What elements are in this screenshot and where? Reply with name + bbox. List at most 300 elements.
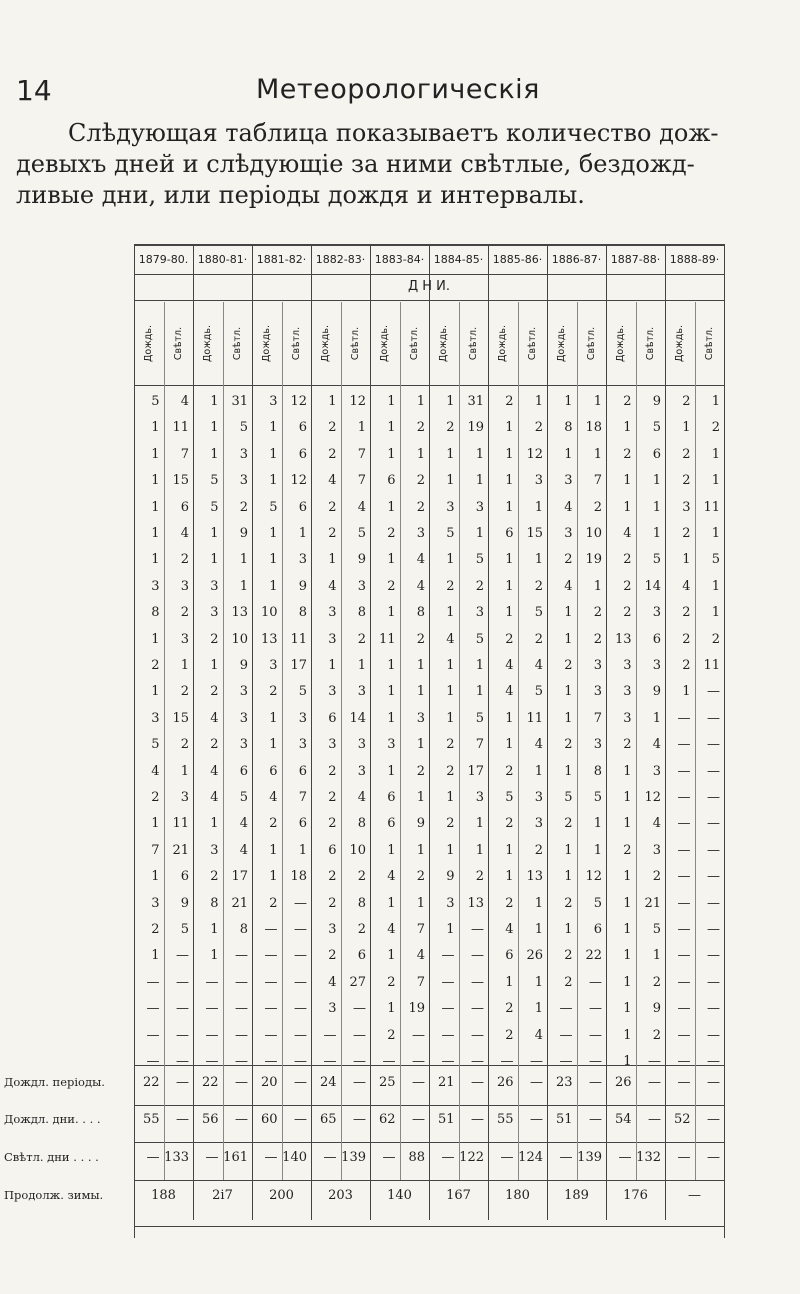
table-cell: 4 (387, 869, 396, 885)
table-cell: 1 (475, 842, 484, 858)
table-cell: — (707, 842, 720, 858)
table-cell: 1 (623, 763, 632, 779)
table-cell: 1 (269, 420, 278, 436)
table-cell: 1 (151, 420, 160, 436)
table-cell: 2 (416, 631, 425, 647)
table-cell: 18 (290, 869, 307, 885)
table-cell: — (294, 1054, 307, 1069)
table-cell: — (471, 1027, 484, 1043)
table-cell: — (677, 974, 691, 990)
table-cell: 13 (231, 605, 248, 621)
table-cell: 1 (387, 684, 396, 700)
table-cell: — (707, 1027, 720, 1043)
table-cell: 1 (269, 869, 278, 885)
table-cell: 15 (172, 473, 189, 489)
table-cell: 4 (534, 1027, 543, 1043)
table-cell: 1 (711, 446, 720, 462)
table-cell: 1 (505, 552, 514, 568)
table-cell: 3 (623, 658, 632, 673)
table-cell: 4 (328, 473, 337, 489)
light-column-header (341, 302, 371, 384)
column-header-text: Дождь. (261, 324, 273, 362)
summary-cell: — (235, 1075, 248, 1090)
table-cell: — (707, 737, 720, 753)
table-cell: 3 (298, 710, 307, 726)
table-cell: — (559, 1001, 573, 1017)
table-cell: 8 (593, 763, 602, 779)
table-cell: 3 (593, 658, 602, 673)
table-cell: 1 (151, 684, 160, 700)
table-cell: 1 (180, 763, 189, 779)
table-cell: 12 (290, 394, 307, 409)
table-cell: 3 (416, 526, 425, 541)
table-cell: 4 (210, 763, 219, 779)
column-header-text: Дождь. (379, 324, 391, 362)
table-cell: 1 (505, 974, 514, 990)
table-cell: 3 (475, 499, 484, 515)
table-cell: 1 (534, 922, 543, 937)
table-cell: 2 (446, 420, 455, 436)
summary-cell: — (530, 1112, 543, 1127)
table-cell: 12 (349, 394, 366, 409)
table-cell: 1 (416, 737, 425, 753)
table-cell: — (707, 816, 720, 832)
table-cell: 2 (357, 922, 366, 937)
table-cell: 31 (467, 394, 484, 409)
table-cell: 4 (534, 658, 543, 673)
column-header-text: Свѣтл. (231, 326, 243, 360)
table-cell: 1 (239, 552, 248, 568)
table-cell: 17 (231, 869, 248, 885)
table-cell: 2 (505, 1027, 514, 1043)
intro-line: ливые дни, или періоды дождя и интервалы. (16, 181, 585, 209)
table-cell: 11 (172, 816, 189, 832)
table-cell: 2 (328, 948, 337, 964)
table-cell: 1 (505, 473, 514, 489)
table-cell: 1 (151, 552, 160, 568)
table-cell: — (146, 974, 160, 990)
table-cell: — (382, 1054, 396, 1069)
table-cell: 2 (623, 737, 632, 753)
table-cell: 10 (260, 605, 278, 621)
table-cell: 6 (505, 948, 514, 964)
table-cell: 1 (475, 816, 484, 832)
table-cell: 5 (446, 526, 455, 541)
summary-cell: — (412, 1075, 425, 1090)
table-cell: 12 (526, 446, 543, 462)
rain-column-header (193, 302, 223, 384)
table-cell: 1 (505, 869, 514, 885)
column-header-text: Свѣтл. (290, 326, 302, 360)
column-header-text: Дождь. (497, 324, 509, 362)
table-cell: 1 (269, 473, 278, 489)
summary-cell: — (559, 1150, 573, 1165)
rain-column-header (606, 302, 636, 384)
table-cell: 1 (623, 869, 632, 885)
table-cell: 4 (210, 710, 219, 726)
table-cell: 1 (623, 1001, 632, 1017)
table-cell: 3 (593, 737, 602, 753)
table-cell: — (264, 1027, 278, 1043)
table-cell: 1 (711, 394, 720, 409)
table-cell: 3 (239, 446, 248, 462)
table-cell: 1 (357, 420, 366, 436)
light-column-header (223, 302, 253, 384)
table-cell: 10 (349, 842, 366, 858)
table-cell: 1 (711, 526, 720, 541)
table-cell: 4 (180, 526, 189, 541)
year-header: 1884-85· (433, 253, 484, 266)
table-cell: 2 (623, 842, 632, 858)
table-cell: — (441, 1001, 455, 1017)
table-cell: 14 (644, 578, 661, 594)
table-cell: 1 (210, 658, 219, 673)
summary-cell: — (707, 1075, 720, 1090)
table-cell: 2 (534, 578, 543, 594)
table-cell: 4 (180, 394, 189, 409)
table-cell: 1 (593, 842, 602, 858)
table-cell: 1 (564, 605, 573, 621)
table-cell: 3 (475, 790, 484, 805)
summary-cell: 22 (142, 1075, 160, 1090)
table-cell: 1 (623, 974, 632, 990)
table-cell: — (441, 1054, 455, 1069)
table-cell: 2 (623, 578, 632, 594)
table-cell: 1 (475, 526, 484, 541)
table-cell: 5 (475, 631, 484, 647)
summary-cell: — (589, 1075, 602, 1090)
table-cell: — (707, 922, 720, 937)
table-cell: 7 (357, 473, 366, 489)
table-cell: 4 (623, 526, 632, 541)
table-cell: 5 (210, 473, 219, 489)
summary-cell: 56 (201, 1112, 219, 1127)
column-header-text: Дождь. (202, 324, 214, 362)
table-cell: — (677, 1054, 691, 1069)
table-cell: — (471, 974, 484, 990)
table-cell: 19 (467, 420, 484, 436)
table-cell: 2 (269, 895, 278, 911)
table-cell: — (677, 869, 691, 885)
table-cell: 9 (298, 578, 307, 594)
table-cell: 2 (534, 420, 543, 436)
table-cell: 10 (231, 631, 248, 647)
table-cell: 1 (328, 552, 337, 568)
summary-cell: — (176, 1112, 189, 1127)
table-cell: 1 (534, 1001, 543, 1017)
table-cell: 1 (210, 394, 219, 409)
table-cell: 5 (151, 737, 160, 753)
table-cell: 12 (290, 473, 307, 489)
table-cell: 9 (652, 684, 661, 700)
table-cell: 2 (328, 446, 337, 462)
table-cell: — (677, 1001, 691, 1017)
table-cell: 1 (534, 394, 543, 409)
table-cell: 2 (475, 869, 484, 885)
table-cell: 1 (505, 842, 514, 858)
table-cell: 2 (682, 473, 691, 489)
table-cell: — (323, 1054, 337, 1069)
table-cell: 3 (210, 605, 219, 621)
table-cell: — (471, 1001, 484, 1017)
table-cell: 2 (180, 684, 189, 700)
table-cell: 1 (623, 816, 632, 832)
table-cell: — (412, 1054, 425, 1069)
table-cell: 4 (151, 763, 160, 779)
table-cell: 7 (416, 922, 425, 937)
table-cell: 9 (357, 552, 366, 568)
rain-column-header (665, 302, 695, 384)
table-cell: 2 (210, 684, 219, 700)
table-cell: 2 (416, 473, 425, 489)
table-year-divider (724, 244, 725, 1238)
table-cell: 1 (387, 552, 396, 568)
summary-cell: 26 (614, 1075, 632, 1090)
light-column-header (636, 302, 666, 384)
table-cell: 4 (446, 631, 455, 647)
table-cell: 1 (387, 394, 396, 409)
table-cell: 2 (505, 895, 514, 911)
table-cell: 4 (387, 922, 396, 937)
summary-cell: 140 (282, 1150, 307, 1165)
table-cell: 19 (585, 552, 602, 568)
summary-cell: — (353, 1075, 366, 1090)
table-cell: — (176, 974, 189, 990)
table-cell: 1 (239, 578, 248, 594)
table-cell: 17 (290, 658, 307, 673)
summary-cell: — (441, 1150, 455, 1165)
table-cell: 1 (623, 1054, 632, 1069)
table-cell: 9 (416, 816, 425, 832)
table-cell: 1 (652, 526, 661, 541)
table-cell: 1 (446, 684, 455, 700)
table-cell: — (235, 1027, 248, 1043)
table-cell: 8 (416, 605, 425, 621)
summary-cell: — (618, 1150, 632, 1165)
table-cell: — (500, 1054, 514, 1069)
table-cell: 1 (328, 658, 337, 673)
table-cell: — (677, 1027, 691, 1043)
table-cell: 5 (505, 790, 514, 805)
column-header-text: Дождь. (556, 324, 568, 362)
table-cell: 1 (564, 869, 573, 885)
table-cell: 1 (534, 974, 543, 990)
intro-line: девыхъ дней и слѣдующіе за ними свѣтлые, бездожд- (16, 150, 695, 178)
table-cell: 2 (505, 631, 514, 647)
table-cell: 13 (614, 631, 632, 647)
table-cell: 2 (269, 816, 278, 832)
table-cell: — (146, 1027, 160, 1043)
table-cell: 3 (151, 710, 160, 726)
table-cell: 14 (349, 710, 366, 726)
table-cell: 2 (652, 1027, 661, 1043)
duration-cell: 2і7 (212, 1188, 233, 1203)
table-cell: 6 (505, 526, 514, 541)
table-cell: 2 (328, 790, 337, 805)
table-cell: 2 (357, 631, 366, 647)
table-cell: 1 (711, 473, 720, 489)
table-cell: 5 (239, 420, 248, 436)
summary-cell: — (176, 1075, 189, 1090)
table-cell: 2 (180, 605, 189, 621)
table-cell: 4 (564, 499, 573, 515)
table-cell: 1 (210, 922, 219, 937)
table-cell: 3 (239, 473, 248, 489)
table-cell: 2 (564, 552, 573, 568)
table-cell: — (353, 1027, 366, 1043)
table-cell: 4 (357, 499, 366, 515)
year-header: 1879-80. (138, 253, 189, 266)
table-rule (134, 1226, 724, 1227)
table-cell: 3 (652, 605, 661, 621)
table-cell: 2 (711, 631, 720, 647)
summary-cell: — (530, 1075, 543, 1090)
table-cell: — (677, 737, 691, 753)
table-cell: 2 (328, 869, 337, 885)
table-cell: 10 (585, 526, 602, 541)
table-cell: 11 (378, 631, 396, 647)
table-cell: 1 (269, 578, 278, 594)
table-cell: — (235, 948, 248, 964)
table-cell: 1 (534, 499, 543, 515)
table-cell: 2 (210, 869, 219, 885)
table-cell: 2 (210, 737, 219, 753)
column-header-text: Свѣтл. (526, 326, 538, 360)
table-cell: 5 (534, 684, 543, 700)
table-cell: 5 (298, 684, 307, 700)
table-cell: 1 (269, 737, 278, 753)
table-cell: — (471, 1054, 484, 1069)
group-header: Д Н И. (407, 279, 451, 294)
table-cell: 1 (505, 578, 514, 594)
table-cell: 18 (585, 420, 602, 436)
table-cell: 1 (564, 763, 573, 779)
table-cell: 5 (269, 499, 278, 515)
table-cell: 1 (446, 394, 455, 409)
table-cell: — (677, 790, 691, 805)
table-cell: 2 (593, 605, 602, 621)
table-cell: 2 (623, 394, 632, 409)
table-cell: 6 (269, 763, 278, 779)
table-cell: 3 (328, 737, 337, 753)
column-header-text: Дождь. (438, 324, 450, 362)
table-cell: — (707, 895, 720, 911)
table-cell: 3 (269, 658, 278, 673)
table-cell: 1 (446, 842, 455, 858)
table-cell: 1 (387, 420, 396, 436)
table-cell: 11 (526, 710, 543, 726)
table-cell: 1 (416, 446, 425, 462)
table-cell: — (707, 974, 720, 990)
table-cell: 3 (534, 790, 543, 805)
table-cell: 1 (446, 710, 455, 726)
summary-cell: — (648, 1112, 661, 1127)
column-header-text: Свѣтл. (172, 326, 184, 360)
table-cell: 2 (357, 869, 366, 885)
table-cell: 3 (298, 552, 307, 568)
table-cell: 3 (328, 922, 337, 937)
table-cell: 1 (387, 710, 396, 726)
summary-cell: 55 (496, 1112, 514, 1127)
table-cell: 1 (652, 499, 661, 515)
table-cell: 1 (534, 895, 543, 911)
table-cell: 1 (269, 446, 278, 462)
table-cell: — (677, 842, 691, 858)
table-cell: 3 (239, 710, 248, 726)
table-cell: 4 (210, 790, 219, 805)
table-cell: 2 (505, 763, 514, 779)
summary-cell: 139 (341, 1150, 366, 1165)
table-cell: 2 (416, 420, 425, 436)
table-cell: 5 (564, 790, 573, 805)
table-cell: — (235, 1001, 248, 1017)
table-cell: — (264, 948, 278, 964)
table-cell: 2 (564, 948, 573, 964)
table-cell: 2 (387, 578, 396, 594)
table-cell: 3 (357, 578, 366, 594)
table-cell: 2 (534, 842, 543, 858)
table-cell: 5 (180, 922, 189, 937)
table-cell: — (294, 895, 307, 911)
table-cell: 1 (387, 895, 396, 911)
table-cell: 4 (357, 790, 366, 805)
table-cell: — (205, 974, 219, 990)
table-cell: 3 (652, 658, 661, 673)
table-cell: 9 (652, 394, 661, 409)
table-cell: 2 (564, 974, 573, 990)
table-cell: — (235, 1054, 248, 1069)
rain-column-header (252, 302, 282, 384)
table-cell: 1 (475, 658, 484, 673)
table-cell: 1 (298, 842, 307, 858)
table-cell: 2 (682, 631, 691, 647)
table-cell: 1 (446, 552, 455, 568)
summary-cell: 20 (260, 1075, 278, 1090)
table-cell: 5 (593, 895, 602, 911)
summary-cell: 55 (142, 1112, 160, 1127)
table-cell: 7 (180, 446, 189, 462)
duration-cell: 176 (623, 1188, 648, 1203)
rain-column-header (370, 302, 400, 384)
page-number: 14 (16, 74, 52, 107)
table-cell: 4 (416, 948, 425, 964)
table-cell: 4 (416, 552, 425, 568)
table-cell: — (648, 1054, 661, 1069)
table-cell: 2 (446, 578, 455, 594)
summary-cell: — (471, 1075, 484, 1090)
summary-cell: 88 (408, 1150, 425, 1165)
table-cell: 11 (290, 631, 307, 647)
table-cell: 6 (239, 763, 248, 779)
table-cell: 1 (623, 1027, 632, 1043)
table-cell: 2 (564, 737, 573, 753)
light-column-header (459, 302, 489, 384)
table-cell: 1 (652, 948, 661, 964)
table-cell: 11 (703, 658, 720, 673)
summary-cell: 122 (459, 1150, 484, 1165)
table-cell: 1 (505, 737, 514, 753)
table-cell: — (677, 710, 691, 726)
table-cell: 1 (269, 526, 278, 541)
table-cell: 8 (357, 816, 366, 832)
table-cell: 1 (564, 394, 573, 409)
table-cell: 8 (564, 420, 573, 436)
table-cell: 9 (239, 526, 248, 541)
table-cell: 1 (593, 446, 602, 462)
table-cell: 1 (151, 948, 160, 964)
table-cell: 2 (652, 869, 661, 885)
table-cell: 1 (564, 922, 573, 937)
